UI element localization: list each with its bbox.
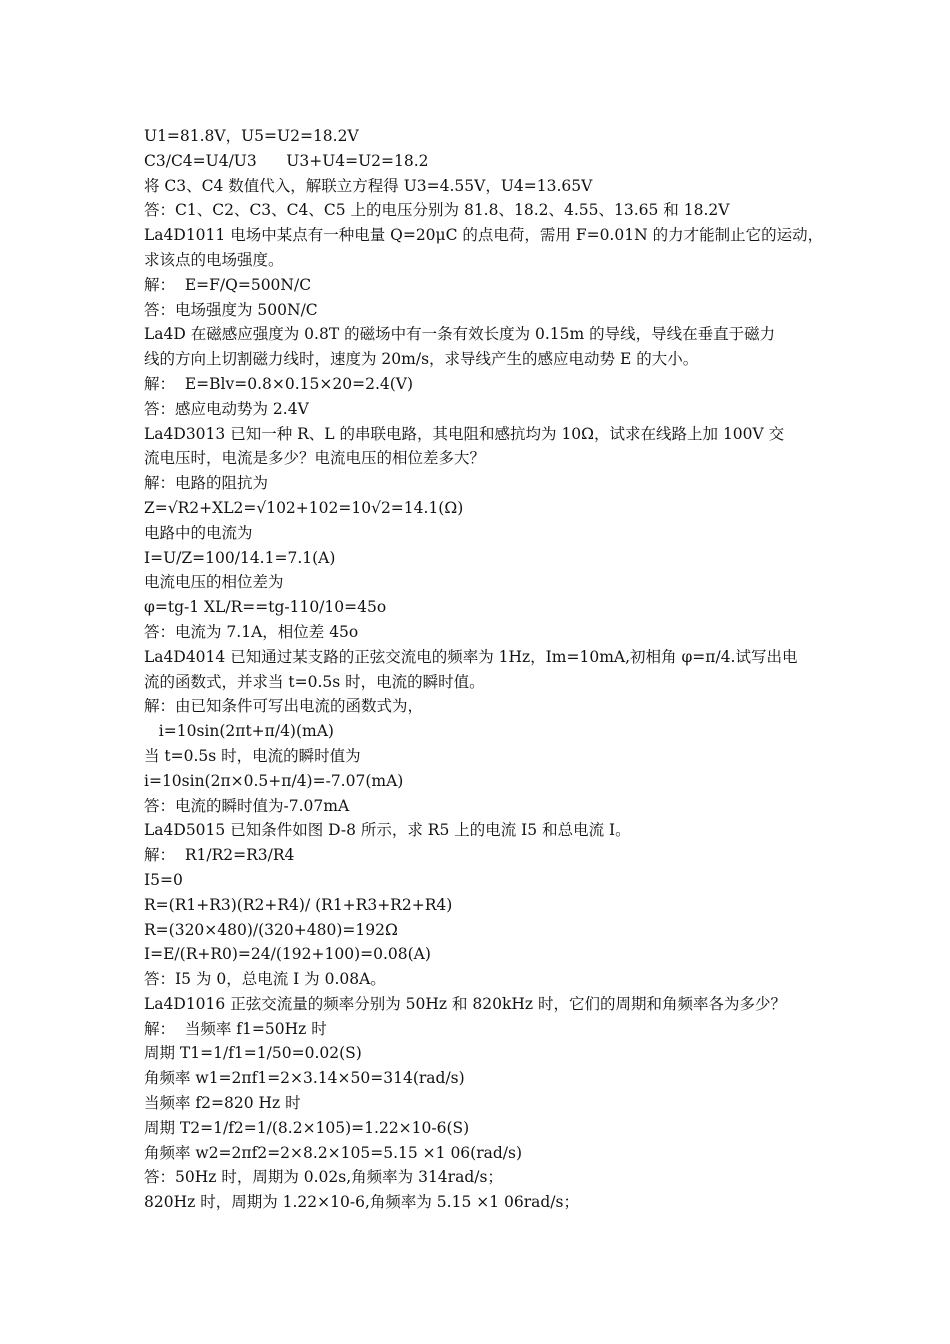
text-line: 答：C1、C2、C3、C4、C5 上的电压分别为 81.8、18.2、4.55、13.65 和 18.2V (144, 201, 730, 220)
text-line: 解： E=Blv=0.8×0.15×20=2.4(V) (144, 374, 414, 393)
text-line: I=E/(R+R0)=24/(192+100)=0.08(A) (144, 945, 431, 964)
text-line: i=10sin(2πt+π/4)(mA) (144, 722, 334, 741)
text-line: 答：50Hz 时，周期为 0.02s,角频率为 314rad/s； (144, 1168, 503, 1187)
text-line: 解： 当频率 f1=50Hz 时 (144, 1019, 327, 1038)
text-line: La4D1011 电场中某点有一种电量 Q=20μC 的点电荷，需用 F=0.01N 的力才能制止它的运动， (144, 226, 824, 245)
text-line: 答：电流的瞬时值为-7.07mA (144, 796, 350, 815)
text-line: 线的方向上切割磁力线时，速度为 20m/s，求导线产生的感应电动势 E 的大小。 (144, 350, 699, 369)
text-line: 角频率 w2=2πf2=2×8.2×105=5.15 ×1 06(rad/s) (144, 1143, 523, 1162)
text-line: 答：电流为 7.1A，相位差 45o (144, 622, 359, 641)
text-line: La4D1016 正弦交流量的频率分别为 50Hz 和 820kHz 时，它们的周期和角频率各为多少？ (144, 994, 786, 1013)
text-line: I5=0 (144, 870, 183, 889)
text-line: U1=81.8V，U5=U2=18.2V (144, 127, 359, 145)
text-line: 流的函数式，并求当 t=0.5s 时，电流的瞬时值。 (144, 672, 485, 691)
text-line: 将 C3、C4 数值代入，解联立方程得 U3=4.55V，U4=13.65V (144, 176, 593, 195)
text-line: 820Hz 时，周期为 1.22×10-6,角频率为 5.15 ×1 06rad/s； (144, 1193, 579, 1212)
text-line: 周期 T2=1/f2=1/(8.2×105)=1.22×10-6(S) (144, 1118, 470, 1137)
text-line: 电流电压的相位差为 (144, 573, 284, 592)
text-line: R=(320×480)/(320+480)=192Ω (144, 920, 398, 939)
text-line: 当频率 f2=820 Hz 时 (144, 1094, 301, 1113)
text-line: 答：I5 为 0，总电流 I 为 0.08A。 (144, 970, 386, 989)
text-line: 解： R1/R2=R3/R4 (144, 846, 295, 865)
text-line: i=10sin(2π×0.5+π/4)=-7.07(mA) (144, 771, 404, 790)
text-line: I=U/Z=100/14.1=7.1(A) (144, 548, 336, 567)
text-line: 求该点的电场强度。 (144, 250, 284, 269)
text-line: 电路中的电流为 (144, 523, 253, 542)
text-line: Z=√R2+XL2=√102+102=10√2=14.1(Ω) (144, 498, 464, 517)
text-line: 流电压时，电流是多少？电流电压的相位差多大？ (144, 449, 486, 468)
text-line: 解：由已知条件可写出电流的函数式为， (144, 697, 424, 716)
text-line: 当 t=0.5s 时，电流的瞬时值为 (144, 746, 361, 765)
text-line: 答：电场强度为 500N/C (144, 300, 318, 319)
document-body (144, 124, 824, 1215)
text-line: La4D 在磁感应强度为 0.8T 的磁场中有一条有效长度为 0.15m 的导线，导线在垂直于磁力 (144, 325, 776, 344)
text-line: 解：电路的阻抗为 (144, 474, 269, 493)
text-line: 周期 T1=1/f1=1/50=0.02(S) (144, 1044, 362, 1063)
text-line: 角频率 w1=2πf1=2×3.14×50=314(rad/s) (144, 1069, 465, 1088)
text-line: 答：感应电动势为 2.4V (144, 399, 309, 418)
text-line: φ=tg-1 XL/R==tg-110/10=45o (144, 598, 387, 617)
text-line: La4D5015 已知条件如图 D-8 所示，求 R5 上的电流 I5 和总电流 I。 (144, 821, 631, 840)
text-line: R=(R1+R3)(R2+R4)/ (R1+R3+R2+R4) (144, 895, 453, 914)
text-line: C3/C4=U4/U3 U3+U4=U2=18.2 (144, 151, 429, 170)
text-line: La4D3013 已知一种 R、L 的串联电路，其电阻和感抗均为 10Ω，试求在线路上加 100V 交 (144, 424, 785, 443)
text-line: La4D4014 已知通过某支路的正弦交流电的频率为 1Hz，Im=10mA,初相角 φ=π/4.试写出电 (144, 647, 798, 666)
text-line: 解： E=F/Q=500N/C (144, 275, 312, 294)
